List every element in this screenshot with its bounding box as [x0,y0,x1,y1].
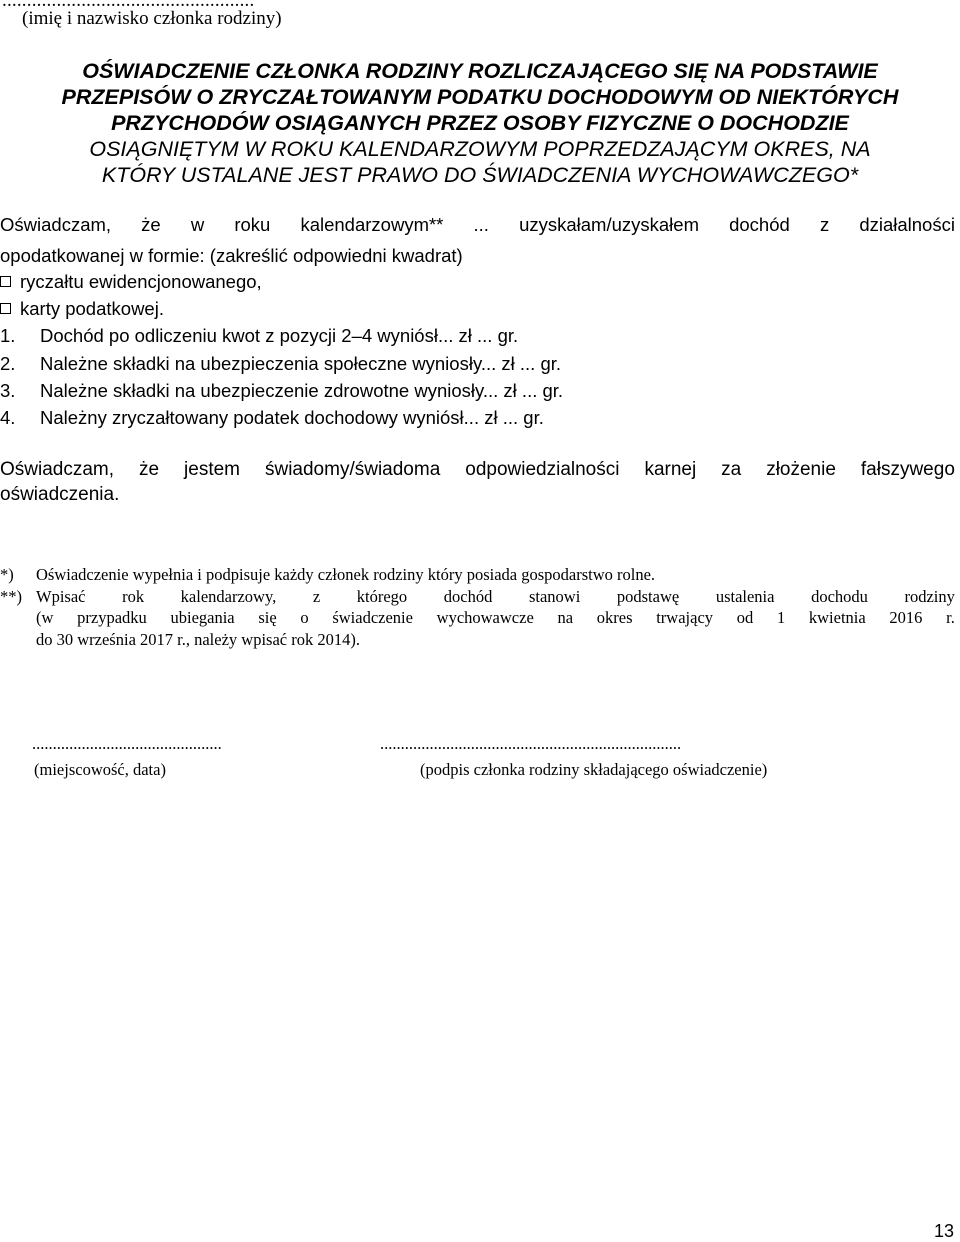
footnote-1-mark: *) [0,565,14,584]
footnote-2-line-1-word: dochodu [811,587,868,606]
name-dotted-line: ................................................... [2,0,255,11]
item-4-amount[interactable]: ... zł ... gr. [463,407,544,428]
footnote-2-line-1-word: rodziny [904,587,955,606]
item-2-text: Należne składki na ubezpieczenia społeczne wyniosły [40,353,481,374]
name-caption: (imię i nazwisko członka rodziny) [22,8,282,29]
statement-word: Oświadczam, [0,459,115,480]
checkbox-tax-card[interactable] [0,303,11,314]
statement-word: że [139,459,160,480]
statement-word: złożenie [766,459,836,480]
title-line-5: KTÓRY USTALANE JEST PRAWO DO ŚWIADCZENIA WYCHOWAWCZEGO* [101,163,859,187]
footnote-2-line-3: do 30 września 2017 r., należy wpisać rok 2014). [36,630,360,649]
footnote-2-line-2-word: trwający [656,608,714,627]
item-1 [0,325,518,347]
place-date-caption: (miejscowość, data) [34,760,166,779]
item-3-text: Należne składki na ubezpieczenie zdrowotne wyniosły [40,380,483,401]
signature-caption: (podpis członka rodziny składającego oświadczenie) [420,760,768,779]
option-tax-card[interactable] [0,298,164,320]
footnote-1 [0,565,655,585]
title-line-4: OSIĄGNIĘTYM W ROKU KALENDARZOWYM POPRZEDZAJĄCYM OKRES, NA [89,137,871,161]
statement-word: odpowiedzialności [465,459,620,480]
declaration-line-1 [0,214,955,236]
option-lump-sum[interactable] [0,271,262,293]
item-1-text: Dochód po odliczeniu kwot z pozycji 2–4 wyniósł [40,325,438,346]
footnote-2-line-2-word: 2016 [889,608,923,627]
footnote-2-line-2-word: wychowawcze [436,608,534,627]
item-3 [0,380,563,402]
footnote-2-line-2 [36,608,955,628]
item-3-amount[interactable]: ... zł ... gr. [482,380,564,401]
footnote-2-line-1-word: Wpisać [36,587,86,606]
footnote-2-line-2-word: okres [596,608,633,627]
footnote-2-line-2-word: się [258,608,277,627]
page-number: 13 [933,1221,954,1241]
footnote-2-line-2-word: ubiegania [170,608,235,627]
footnote-2-line-2-word: r. [946,608,955,627]
declaration-word: roku [234,214,271,235]
footnote-2-line-2-word: kwietnia [808,608,866,627]
checkbox-lump-sum[interactable] [0,276,11,287]
footnote-2-line-2-word: świadczenie [332,608,413,627]
statement-word: karnej [644,459,697,480]
statement-line-2: oświadczenia. [0,484,120,505]
declaration-word: dochód [729,214,790,235]
declaration-word: z [819,214,830,235]
footnote-2-line-2-word: przypadku [77,608,147,627]
place-date-dotted-line[interactable]: .............................................. [32,734,222,753]
footnote-1-text: Oświadczenie wypełnia i podpisuje każdy członek rodziny który posiada gospodarstwo rolne. [36,565,656,584]
footnote-2-line-1-words [36,587,955,607]
document-title [0,58,960,188]
footnote-2-line-1-word: ustalenia [715,587,775,606]
declaration-word: w [190,214,205,235]
item-2-amount[interactable]: ... zł ... gr. [480,353,562,374]
declaration-line-1-words [0,214,955,236]
footnote-2-line-1-word: którego [356,587,408,606]
declaration-word: kalendarzowym** [300,214,444,235]
title-line-1: OŚWIADCZENIE CZŁONKA RODZINY ROZLICZAJĄCEGO SIĘ NA PODSTAWIE [82,59,878,83]
item-1-number: 1. [0,325,16,346]
signature-dotted-line[interactable]: ......................................................................... [380,734,682,753]
footnote-2-line-1-word: rok [122,587,145,606]
statement-word: świadomy/świadoma [264,459,441,480]
footnote-2-line-2-words [36,608,955,628]
item-4-text: Należny zryczałtowany podatek dochodowy wyniósł [40,407,464,428]
footnote-2-line-1-word: stanowi [528,587,581,606]
title-line-2: PRZEPISÓW O ZRYCZAŁTOWANYM PODATKU DOCHODOWYM OD NIEKTÓRYCH [61,85,899,109]
footnote-2-line-1-word: kalendarzowy, [180,587,277,606]
footnote-2-line-1 [0,587,955,607]
footnote-2-line-1-word: dochód [443,587,493,606]
statement-word: fałszywego [860,459,955,480]
footnote-2-line-1-word: z [312,587,321,606]
footnote-2-line-2-word: na [557,608,574,627]
declaration-word: że [141,214,161,235]
item-3-number: 3. [0,380,16,401]
statement-word: jestem [184,459,241,480]
footnote-2-line-2-word: o [300,608,309,627]
statement-line-1-words [0,459,955,481]
item-1-amount[interactable]: ... zł ... gr. [437,325,519,346]
footnote-2-line-2-word: 1 [776,608,786,627]
declaration-word: uzyskałam/uzyskałem [519,214,699,235]
option-tax-card-label: karty podatkowej. [20,298,164,319]
footnote-2-line-2-word: od [736,608,754,627]
declaration-word: działalności [859,214,955,235]
title-line-3: PRZYCHODÓW OSIĄGANYCH PRZEZ OSOBY FIZYCZNE O DOCHODZIE [111,111,849,135]
declaration-word: Oświadczam, [0,214,112,235]
item-4-number: 4. [0,407,16,428]
footnote-2-line-2-word: (w [36,608,54,627]
item-2 [0,353,561,375]
statement-line-1 [0,459,955,481]
declaration-line-2: opodatkowanej w formie: (zakreślić odpowiedni kwadrat) [0,245,463,266]
declaration-word[interactable]: ... [473,214,489,235]
footnote-2-line-1-word: podstawę [616,587,680,606]
option-lump-sum-label: ryczałtu ewidencjonowanego, [20,271,262,292]
footnote-2-mark: **) [0,587,22,606]
item-4 [0,407,544,429]
statement-word: za [721,459,742,480]
item-2-number: 2. [0,353,16,374]
